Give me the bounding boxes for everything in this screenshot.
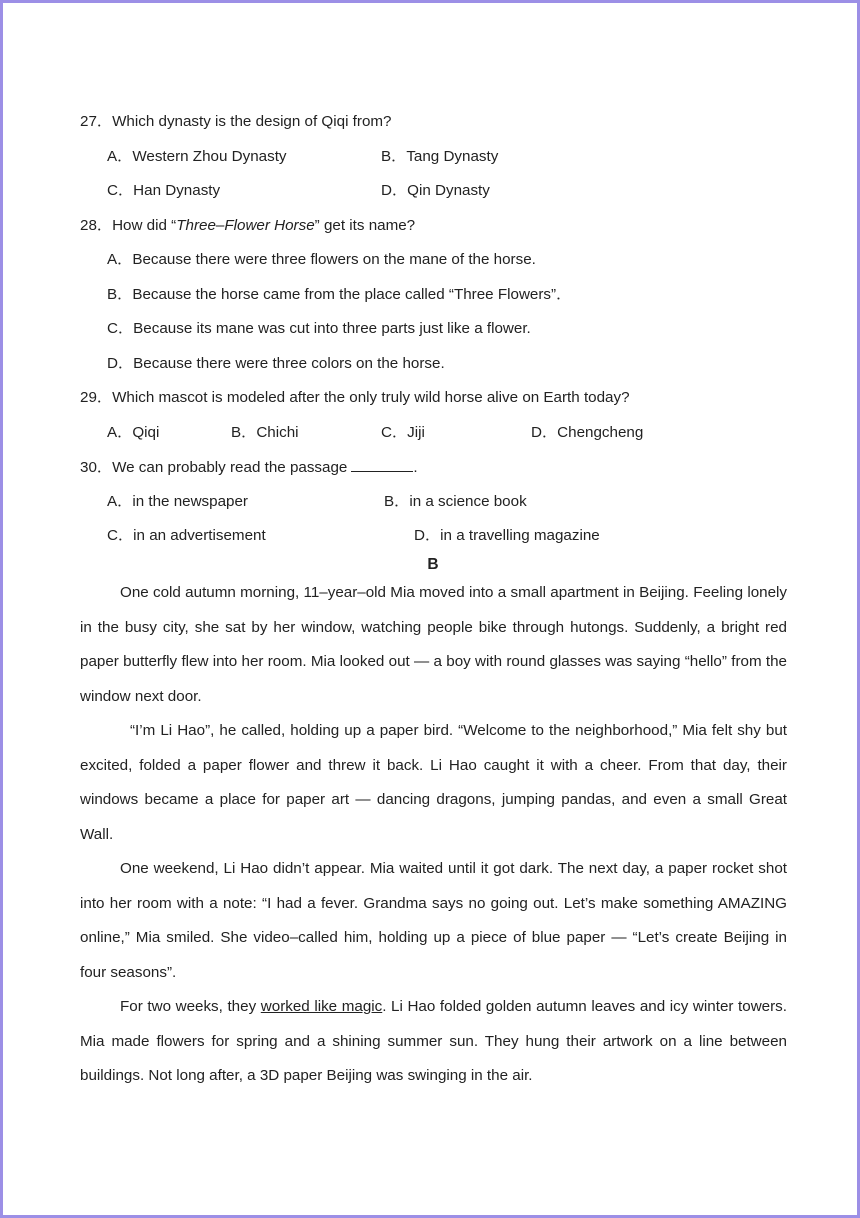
passage-paragraph-4 [80,990,787,1094]
question-29-stem: 29．Which mascot is modeled after the only truly wild horse alive on Earth today? [80,389,630,406]
p4-text-pre: For two weeks, they [120,998,261,1015]
q27-option-c: C．Han Dynasty [107,182,221,199]
q27-option-d: D．Qin Dynasty [381,182,490,199]
p4-text-post: . Li Hao folded golden autumn leaves and icy winter towers. Mia made flowers for spring and a shining summer sun. They hung their artwork on a line between buildings. Not long after, a 3D paper Beijing was swinging in the air. [80,998,787,1084]
answer-blank [351,457,413,472]
q28-option-d: D．Because there were three colors on the horse. [107,355,445,372]
q28-option-c: C．Because its mane was cut into three parts just like a flower. [107,320,531,337]
q27-option-b: B．Tang Dynasty [381,148,499,165]
q28-option-b: B．Because the horse came from the place called “Three Flowers”． [107,286,572,303]
q29-option-a: A．Qiqi [107,424,160,441]
question-28-stem [80,216,415,236]
q29-option-d: D．Chengcheng [531,424,644,441]
q30-option-b: B．in a science book [384,493,527,510]
question-30-stem [80,457,418,478]
q30-option-c: C．in an advertisement [107,527,266,544]
q30-option-a: A．in the newspaper [107,493,248,510]
underlined-phrase: worked like magic [260,998,383,1015]
passage-paragraph-2: “I’m Li Hao”, he called, holding up a paper bird. “Welcome to the neighborhood,” Mia felt shy but excited, folded a paper flower and threw it back. Li Hao caught it with a cheer. From that day, their windows became a place for paper art — dancing dragons, jumping pandas, and even a small Great Wall. [80,722,787,843]
q30-option-d: D．in a travelling magazine [414,527,600,544]
q28-option-a: A．Because there were three flowers on the mane of the horse. [107,251,536,268]
q27-option-a: A．Western Zhou Dynasty [107,148,287,165]
passage-paragraph-3: One weekend, Li Hao didn’t appear. Mia waited until it got dark. The next day, a paper rocket shot into her room with a note: “I had a fever. Grandma says no going out. Let’s make something AMAZING online,” Mia smiled. She video–called him, holding up a piece of blue paper — “Let’s create Beijing in four seasons”. [80,860,787,981]
q29-option-b: B．Chichi [231,424,299,441]
q29-option-c: C．Jiji [381,424,425,441]
q28-stem-post: ” get its name? [314,217,416,234]
passage-paragraph-1: One cold autumn morning, 11–year–old Mia moved into a small apartment in Beijing. Feeling lonely in the busy city, she sat by her window, watching people bike through hutongs. Suddenly, a bright red paper butterfly flew into her room. Mia looked out — a boy with round glasses was saying “hello” from the window next door. [80,584,787,705]
question-27-stem: 27．Which dynasty is the design of Qiqi from? [80,113,392,130]
q28-stem-pre: 28．How did “ [80,217,177,234]
q30-stem-end: . [413,459,418,476]
q28-stem-italic: Three–Flower Horse [176,217,315,234]
section-b-title: B [427,556,439,573]
q30-stem-text: 30．We can probably read the passage [80,459,348,476]
